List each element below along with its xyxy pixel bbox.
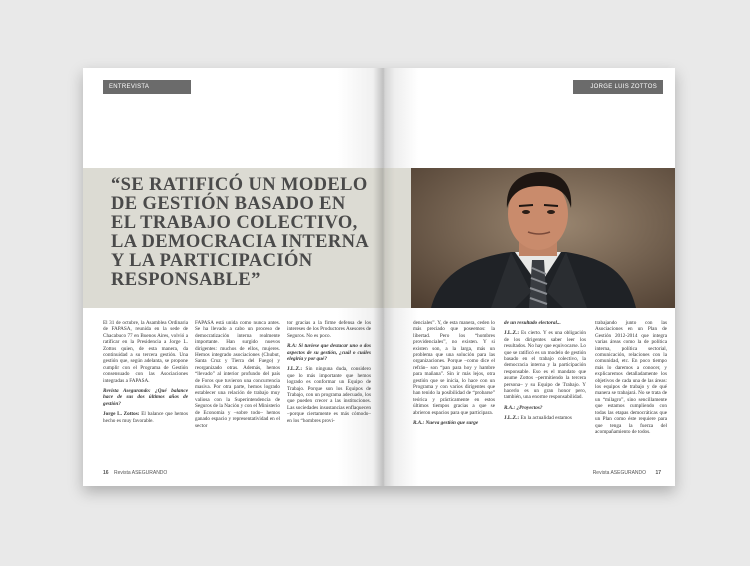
question: R.A.: ¿Proyectos?	[504, 404, 543, 411]
section-tag: ENTREVISTA	[103, 80, 191, 94]
portrait-illustration	[411, 168, 675, 308]
magazine-spread	[83, 68, 675, 486]
answer	[504, 415, 586, 421]
interviewee-tag: JORGE LUIS ZOTTOS	[573, 80, 663, 94]
question-continued: de un resultado electoral...	[504, 320, 561, 326]
question: Revista Asegurando: ¿Qué balance hace de sus dos últimos años de gestión?	[103, 388, 188, 407]
body-paragraph: tor gracias a la firme defensa de los intereses de los Productores Asesores de Seguros. No es poco.	[287, 320, 371, 339]
answer	[287, 366, 371, 424]
article-column-4	[413, 320, 495, 431]
page-footer	[593, 470, 661, 476]
speaker-label: J.L.Z.:	[504, 330, 520, 337]
body-paragraph: FAPASA está unida como nunca antes. Se ha llevado a cabo un proceso de democratización interna realmente importante. Han surgido nuevos dirigentes: muchos de ellos, mujeres. Hemos integrado asociaciones (Chubut, Santa Cruz y Tierra del Fuego) y reorganizado otras. Además, hemos “llevado” al interior profundo del país de Foros que tuvieron una concurrencia masiva. Por otra parte, hemos logrado establecer una relación de trabajo muy valiosa con la Superintendencia de Seguros de la Nación y con el Ministerio de Economía y –sobre todo– hemos ganado espacio y representatividad en el sector	[195, 320, 280, 429]
left-page	[83, 68, 383, 486]
answer-text: En la actualidad estamos	[519, 415, 572, 422]
speaker-label: Jorge L. Zottos:	[103, 411, 140, 418]
article-column-1	[103, 320, 188, 428]
article-column-5	[504, 320, 586, 426]
body-paragraph: trabajando junto con las Asociaciones en un Plan de Gestión 2012-2014 que integra varias áreas como la de política interna, política sectorial, comunicación, relaciones con la comunidad, etc. En poco tiempo más lo daremos a conocer, y explicaremos detalladamente los objetivos de cada una de las áreas: los equipos de trabajo y de qué manera se trabajará. No se trata de un “milagro”, sino sencillamente que estamos cumpliendo con todas las etapas democráticas que un Plan como éste requiere para que tenga la fuerza del acompañamiento de todos.	[595, 320, 667, 435]
page-number: 17	[655, 470, 661, 476]
article-column-6	[595, 320, 667, 439]
article-column-2	[195, 320, 280, 433]
magazine-name: Revista ASEGURANDO	[113, 470, 168, 476]
portrait-photo	[411, 168, 675, 308]
speaker-label: J.L.Z.:	[504, 415, 520, 422]
headline-band-continued	[383, 168, 411, 308]
question: R.A: Si tuviese que destacar uno o dos aspectos de su gestión, ¿cuál o cuáles elegiría y por qué?	[287, 343, 371, 363]
headline: “SE RATIFICÓ UN MODELO DE GESTIÓN BASADO EN EL TRABAJO COLECTIVO, LA DEMOCRACIA INTERNA Y LA PARTICIPACIÓN RESPONSABLE”	[111, 175, 369, 290]
article-column-3	[287, 320, 371, 428]
answer	[103, 411, 188, 424]
answer-text: Es cierto. Y es una obligación de los dirigentes saber leer los resultados. No hay que equivocarse. Lo que se ratificó es un modelo de gestión basado en el trabajo colectivo, la democracia interna y la participación responsable. Eso es el mandato que asume Zottos –permitiendo la tercera persona– y su Equipo de Trabajo. Y hacerlo es un gran honor pero, también, una enorme responsabilidad.	[504, 330, 586, 401]
intro-paragraph: El 31 de octubre, la Asamblea Ordinaria de FAPASA, reunida en la sede de Chacabuco 77 en Buenos Aires, volvió a ratificar en la Presidencia a Jorge L. Zottos quien, de esta manera, da continuidad a su tercera gestión. Una gestión que, según adelanta, se propone cumplir con el Programa de Gestión consensuado con las Asociaciones integradas a FAPASA.	[103, 320, 188, 384]
right-page	[383, 68, 675, 486]
answer	[504, 330, 586, 400]
answer-text: Sin ninguna duda, considero que lo más importante que hemos logrado es conformar un Equipo de Trabajo. Porque son los Equipos de Trabajo, con un programa adecuado, los que pueden crecer a las instituciones. Las sociedades insustancias enflaquecen –porque ciertamente es más cómodo– en los “hombres provi-	[287, 366, 371, 424]
body-paragraph: denciales”. Y, de esta manera, ceden lo más preciado que poseemos: la libertad. Pero los “hombres providenciales”, no existen. Y si existen son, a la larga, más un problema que una solución para las organizaciones. Porque –como dice el refrán– son “pan para hoy y hambre para mañana”. Sin ir más lejos, otra gestión que se inicia, lo hace con un Programa y con varios dirigentes que han tenido la posibilidad de “probarse” teórica y prácticamente en estos últimos tiempos gracias a que se abrieron espacios para que participara.	[413, 320, 495, 416]
speaker-label: J.L.Z.:	[287, 366, 303, 373]
answer-text: El balance que hemos hecho es muy favorable.	[103, 411, 188, 424]
page-number: 16	[103, 470, 109, 476]
magazine-name: Revista ASEGURANDO	[592, 470, 647, 476]
page-footer	[103, 470, 167, 476]
question: R.A.: Nueva gestión que surge	[413, 420, 479, 427]
